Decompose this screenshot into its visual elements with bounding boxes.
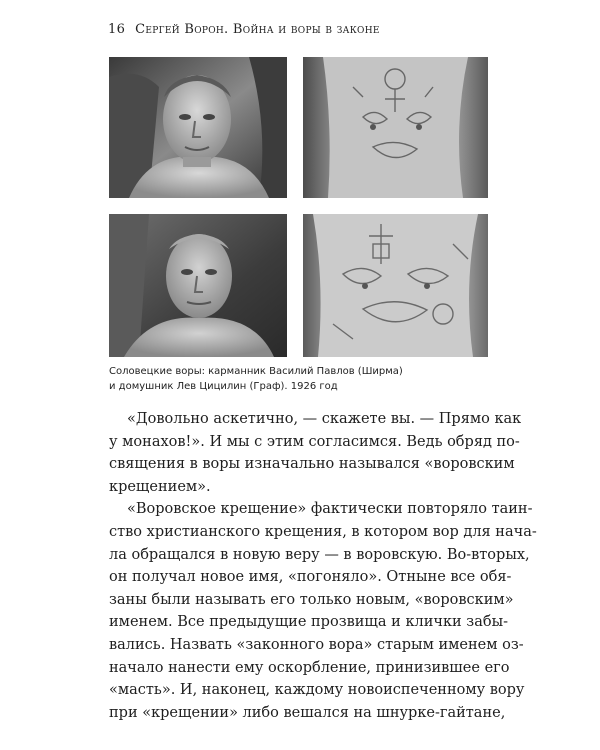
text-line: при «крещении» либо вешался на шнурке-гайтане, bbox=[109, 704, 506, 721]
running-header bbox=[108, 22, 380, 37]
text-line: начало нанести ему оскорбление, принизившее его bbox=[109, 659, 510, 676]
text-line: у монахов!». И мы с этим согласимся. Ведь обряд по- bbox=[109, 433, 520, 450]
text-line: ство христианского крещения, в котором вор для нача- bbox=[109, 523, 537, 540]
text-line: крещением». bbox=[109, 478, 211, 495]
text-line: «Довольно аскетично, — скажете вы. — Прямо как bbox=[127, 411, 522, 427]
text-line: он получал новое имя, «погоняло». Отныне все обя- bbox=[109, 569, 512, 586]
photo-tsitsilin-face bbox=[109, 214, 287, 357]
text-line: именем. Все предыдущие прозвища и клички забы- bbox=[109, 614, 509, 631]
running-title: Сергей Ворон. Война и воры в законе bbox=[135, 22, 380, 37]
caption-line: Соловецкие воры: карманник Василий Павлов (Ширма) bbox=[109, 366, 403, 377]
text-line: заны были называть его только новым, «воровским» bbox=[109, 591, 514, 608]
page-number: 16 bbox=[108, 22, 126, 37]
body-text bbox=[109, 408, 537, 724]
photo-pavlov-chest bbox=[303, 57, 488, 198]
text-line: «Воровское крещение» фактически повторяло таин- bbox=[127, 501, 533, 518]
text-line: ла обращался в новую веру — в воровскую. Во-вторых, bbox=[109, 546, 530, 563]
figure-caption bbox=[109, 364, 489, 394]
text-line: вались. Назвать «законного вора» старым именем оз- bbox=[109, 636, 524, 653]
photo-pavlov-face bbox=[109, 57, 287, 198]
text-line: священия в воры изначально назывался «воровским bbox=[109, 456, 515, 473]
text-line: «масть». И, наконец, каждому новоиспеченному вору bbox=[109, 682, 525, 699]
caption-line: и домушник Лев Цицилин (Граф). 1926 год bbox=[109, 381, 338, 392]
photo-tsitsilin-chest bbox=[303, 214, 488, 357]
